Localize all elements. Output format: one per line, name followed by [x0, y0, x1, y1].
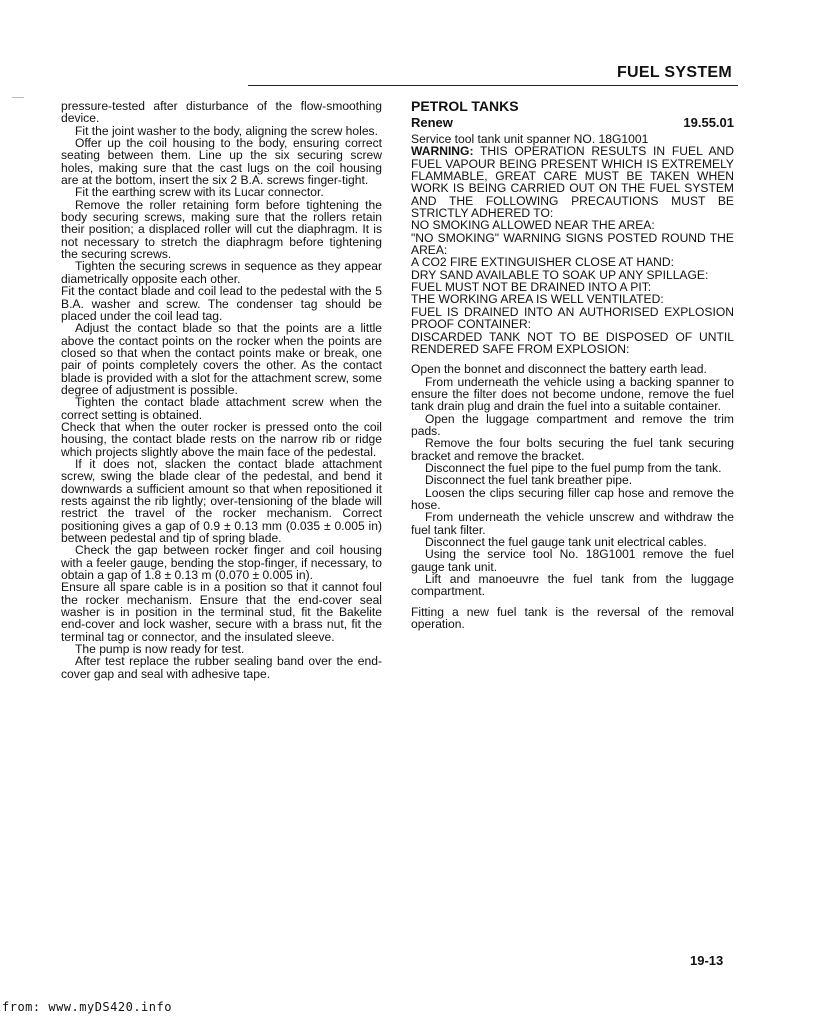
- step: From underneath the vehicle using a backing spanner to ensure the filter does not become undone, remove the fuel tank drain plug and drain the fuel into a suitable container.: [411, 374, 734, 414]
- precaution-item: "NO SMOKING" WARNING SIGNS POSTED ROUND THE AREA:: [411, 230, 734, 258]
- precaution-item: THE WORKING AREA IS WELL VENTILATED:: [411, 292, 664, 307]
- source-credit: from: www.myDS420.info: [2, 1000, 172, 1014]
- operation-name: Renew: [411, 115, 453, 130]
- margin-mark: [12, 97, 24, 98]
- step: Open the luggage compartment and remove the trim pads.: [411, 411, 734, 438]
- operation-row: [411, 115, 734, 131]
- step: Loosen the clips securing filler cap hose and remove the hose.: [411, 485, 734, 512]
- left-column: [61, 100, 382, 680]
- step: Disconnect the fuel tank breather pipe.: [425, 473, 633, 488]
- step: Lift and manoeuvre the fuel tank from the luggage compartment.: [411, 572, 734, 599]
- paragraph: Remove the roller retaining form before tightening the body securing screws, making sure that the rollers retain their position; a displaced roller will cut the diaphragm. It is not necessary to stretch the diaphragm before tightening the securing screws.: [61, 197, 382, 262]
- precaution-item: NO SMOKING ALLOWED NEAR THE AREA:: [411, 218, 655, 233]
- paragraph: Fit the joint washer to the body, aligning the screw holes.: [75, 123, 378, 138]
- precaution-item: FUEL IS DRAINED INTO AN AUTHORISED EXPLOSION PROOF CONTAINER:: [411, 304, 734, 332]
- precaution-item: FUEL MUST NOT BE DRAINED INTO A PIT:: [411, 280, 652, 295]
- paragraph: If it does not, slacken the contact blade attachment screw, swing the blade clear of the pedestal, and bend it downwards a sufficient amount so that when repositioned it rests against the rib lightly; over-tensioning of the blade will restrict the travel of the rocker mechanism. Correct positioning gives a gap of 0.9 ± 0.13 mm (0.035 ± 0.005 in) between pedestal and tip of spring blade.: [61, 456, 382, 546]
- step: Open the bonnet and disconnect the battery earth lead.: [411, 362, 707, 377]
- paragraph: After test replace the rubber sealing band over the end-cover gap and seal with adhesive tape.: [61, 654, 382, 681]
- operation-number: 19.55.01: [683, 115, 734, 130]
- step: Disconnect the fuel gauge tank unit electrical cables.: [425, 535, 707, 549]
- page-number: 19-13: [690, 953, 724, 968]
- step: From underneath the vehicle unscrew and withdraw the fuel tank filter.: [411, 510, 734, 537]
- header-rule: [248, 85, 738, 86]
- precaution-item: DISCARDED TANK NOT TO BE DISPOSED OF UNTIL RENDERED SAFE FROM EXPLOSION:: [411, 329, 734, 356]
- paragraph: Fit the contact blade and coil lead to the pedestal with the 5 B.A. washer and screw. The condenser tag should be placed under the coil lead tag.: [61, 284, 382, 323]
- paragraph: Check that when the outer rocker is pressed onto the coil housing, the contact blade rests on the narrow rib or ridge which projects slightly above the main face of the pedestal.: [61, 419, 382, 459]
- paragraph: The pump is now ready for test.: [75, 642, 245, 657]
- right-column: [411, 98, 734, 630]
- step: Disconnect the fuel pipe to the fuel pump from the tank.: [425, 460, 722, 475]
- step: Using the service tool No. 18G1001 remove the fuel gauge tank unit.: [411, 547, 734, 574]
- paragraph: Fit the earthing screw with its Lucar connector.: [75, 185, 324, 200]
- paragraph: Tighten the securing screws in sequence as they appear diametrically opposite each other.: [61, 259, 382, 286]
- paragraph: Tighten the contact blade attachment screw when the correct setting is obtained.: [61, 395, 382, 422]
- paragraph: Ensure all spare cable is in a position so that it cannot foul the rocker mechanism. Ensure that the end-cover seal washer is in position in the terminal stud, fit the Bakelite end-cover and lock washer, secure with a brass nut, fit the terminal tag or connector, and the insulated sleeve.: [61, 580, 382, 644]
- warning-label: WARNING:: [411, 144, 474, 159]
- paragraph: Offer up the coil housing to the body, ensuring correct seating between them. Line up the six securing screw holes, making sure that the cast lugs on the coil housing are at the bottom, insert the six 2 B.A. screws finger-tight.: [61, 136, 382, 188]
- service-tool-note: Service tool tank unit spanner NO. 18G1001: [411, 132, 649, 146]
- precaution-item: A CO2 FIRE EXTINGUISHER CLOSE AT HAND:: [411, 255, 674, 270]
- paragraph: pressure-tested after disturbance of the flow-smoothing device.: [61, 99, 382, 126]
- paragraph: Adjust the contact blade so that the points are a little above the contact points on the rocker when the points are closed so that when the contact points make or break, one pair of points completely covers the other. As the contact blade is provided with a slot for the attachment screw, some degree of adjustment is possible.: [61, 321, 382, 397]
- section-title: PETROL TANKS: [411, 98, 519, 114]
- precaution-item: DRY SAND AVAILABLE TO SOAK UP ANY SPILLAGE:: [411, 267, 709, 282]
- closing-note: Fitting a new fuel tank is the reversal of the removal operation.: [411, 604, 734, 632]
- step: Remove the four bolts securing the fuel tank securing bracket and remove the bracket.: [411, 436, 734, 463]
- warning-block: [411, 145, 734, 219]
- header-title: FUEL SYSTEM: [616, 64, 732, 81]
- paragraph: Check the gap between rocker finger and coil housing with a feeler gauge, bending the stop-finger, if necessary, to obtain a gap of 1.8 ± 0.13 m (0.070 ± 0.005 in).: [61, 543, 382, 583]
- warning-text: THIS OPERATION RESULTS IN FUEL AND FUEL VAPOUR BEING PRESENT WHICH IS EXTREMELY FLAMMABLE, GREAT CARE MUST BE TAKEN WHEN WORK IS BEING CARRIED OUT ON THE FUEL SYSTEM AND THE FOLLOWING PRECAUTIONS MUST BE STRICTLY ADHERED TO:: [411, 144, 734, 221]
